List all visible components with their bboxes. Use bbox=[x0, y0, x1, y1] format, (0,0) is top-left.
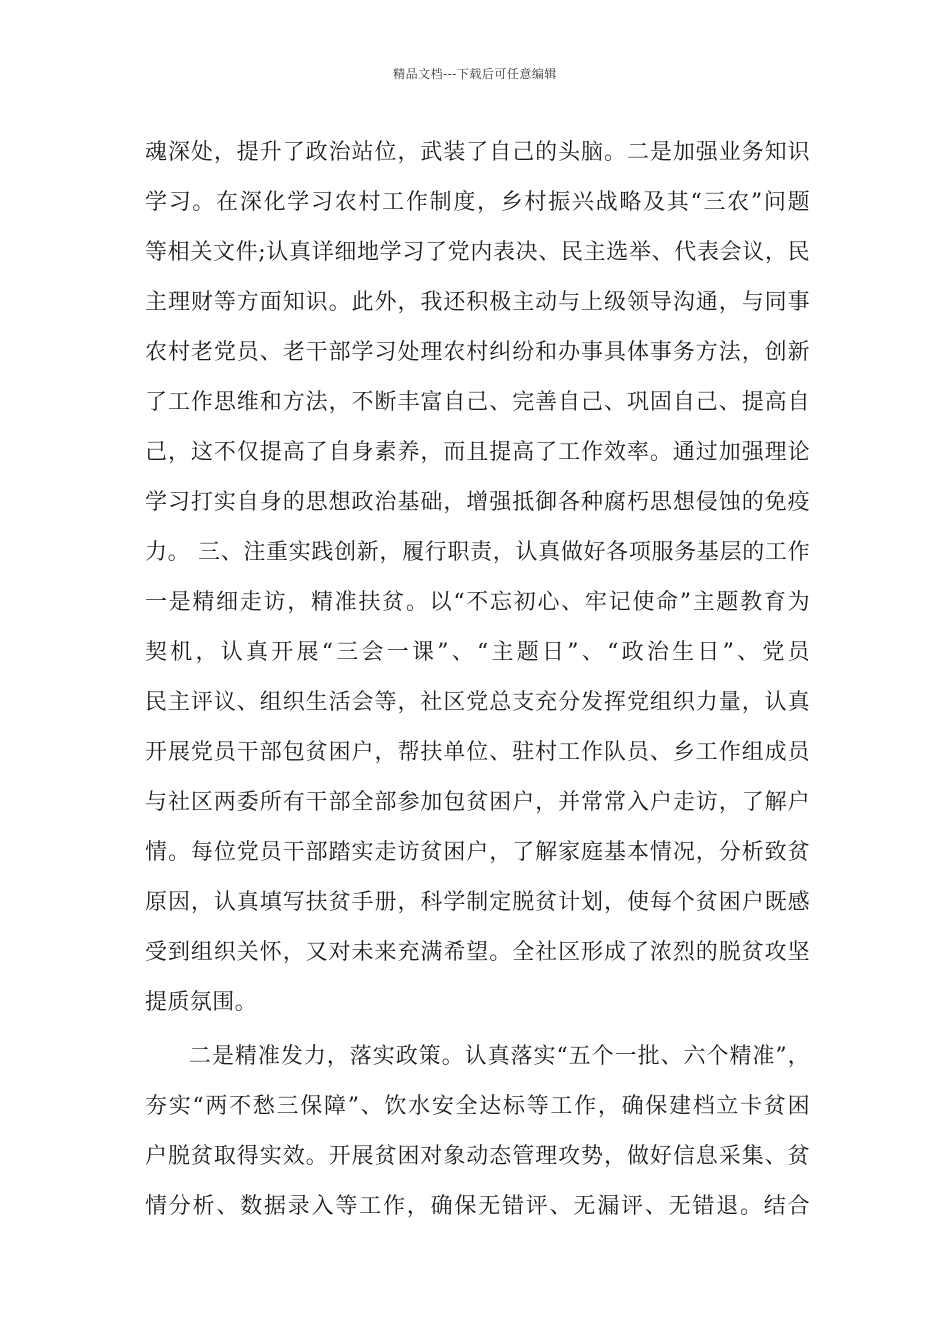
text-line: 原因，认真填写扶贫手册，科学制定脱贫计划，使每个贫困户既感 bbox=[145, 890, 810, 915]
text-line: 情分析、数据录入等工作，确保无错评、无漏评、无错退。结合 bbox=[145, 1194, 810, 1219]
text-line: 己，这不仅提高了自身素养，而且提高了工作效率。通过加强理论 bbox=[145, 440, 810, 465]
text-line: 主理财等方面知识。此外，我还积极主动与上级领导沟通，与同事 bbox=[145, 290, 810, 315]
text-line: 户脱贫取得实效。开展贫困对象动态管理攻势，做好信息采集、贫 bbox=[145, 1144, 810, 1169]
text-line: 农村老党员、老干部学习处理农村纠纷和办事具体事务方法，创新 bbox=[145, 340, 810, 365]
text-line: 提质氛围。 bbox=[145, 990, 258, 1015]
text-line: 二是精准发力，落实政策。认真落实“五个一批、六个精准”， bbox=[189, 1044, 810, 1069]
page-header: 精品文档---下载后可任意编辑 bbox=[393, 67, 557, 81]
document-body bbox=[145, 128, 810, 1232]
paragraph-2 bbox=[145, 1032, 810, 1232]
text-line: 学习。在深化学习农村工作制度，乡村振兴战略及其“三农”问题 bbox=[145, 190, 810, 215]
text-line: 等相关文件;认真详细地学习了党内表决、民主选举、代表会议，民 bbox=[145, 240, 810, 265]
text-line: 民主评议、组织生活会等，社区党总支充分发挥党组织力量，认真 bbox=[145, 690, 810, 715]
text-line: 魂深处，提升了政治站位，武装了自己的头脑。二是加强业务知识 bbox=[145, 140, 810, 165]
text-line: 一是精细走访，精准扶贫。以“不忘初心、牢记使命”主题教育为 bbox=[145, 590, 810, 615]
text-line: 力。 三、注重实践创新，履行职责，认真做好各项服务基层的工作 bbox=[145, 540, 810, 565]
text-line: 受到组织关怀，又对未来充满希望。全社区形成了浓烈的脱贫攻坚 bbox=[145, 940, 810, 965]
paragraph-1 bbox=[145, 128, 810, 1028]
text-line: 夯实“两不愁三保障”、饮水安全达标等工作，确保建档立卡贫困 bbox=[145, 1094, 810, 1119]
text-line: 与社区两委所有干部全部参加包贫困户，并常常入户走访，了解户 bbox=[145, 790, 810, 815]
text-line: 契机，认真开展“三会一课”、“主题日”、“政治生日”、党员 bbox=[145, 640, 810, 665]
text-line: 开展党员干部包贫困户，帮扶单位、驻村工作队员、乡工作组成员 bbox=[145, 740, 810, 765]
text-line: 学习打实自身的思想政治基础，增强抵御各种腐朽思想侵蚀的免疫 bbox=[145, 490, 810, 515]
text-line: 了工作思维和方法，不断丰富自己、完善自己、巩固自己、提高自 bbox=[145, 390, 810, 415]
text-line: 情。每位党员干部踏实走访贫困户，了解家庭基本情况，分析致贫 bbox=[145, 840, 810, 865]
